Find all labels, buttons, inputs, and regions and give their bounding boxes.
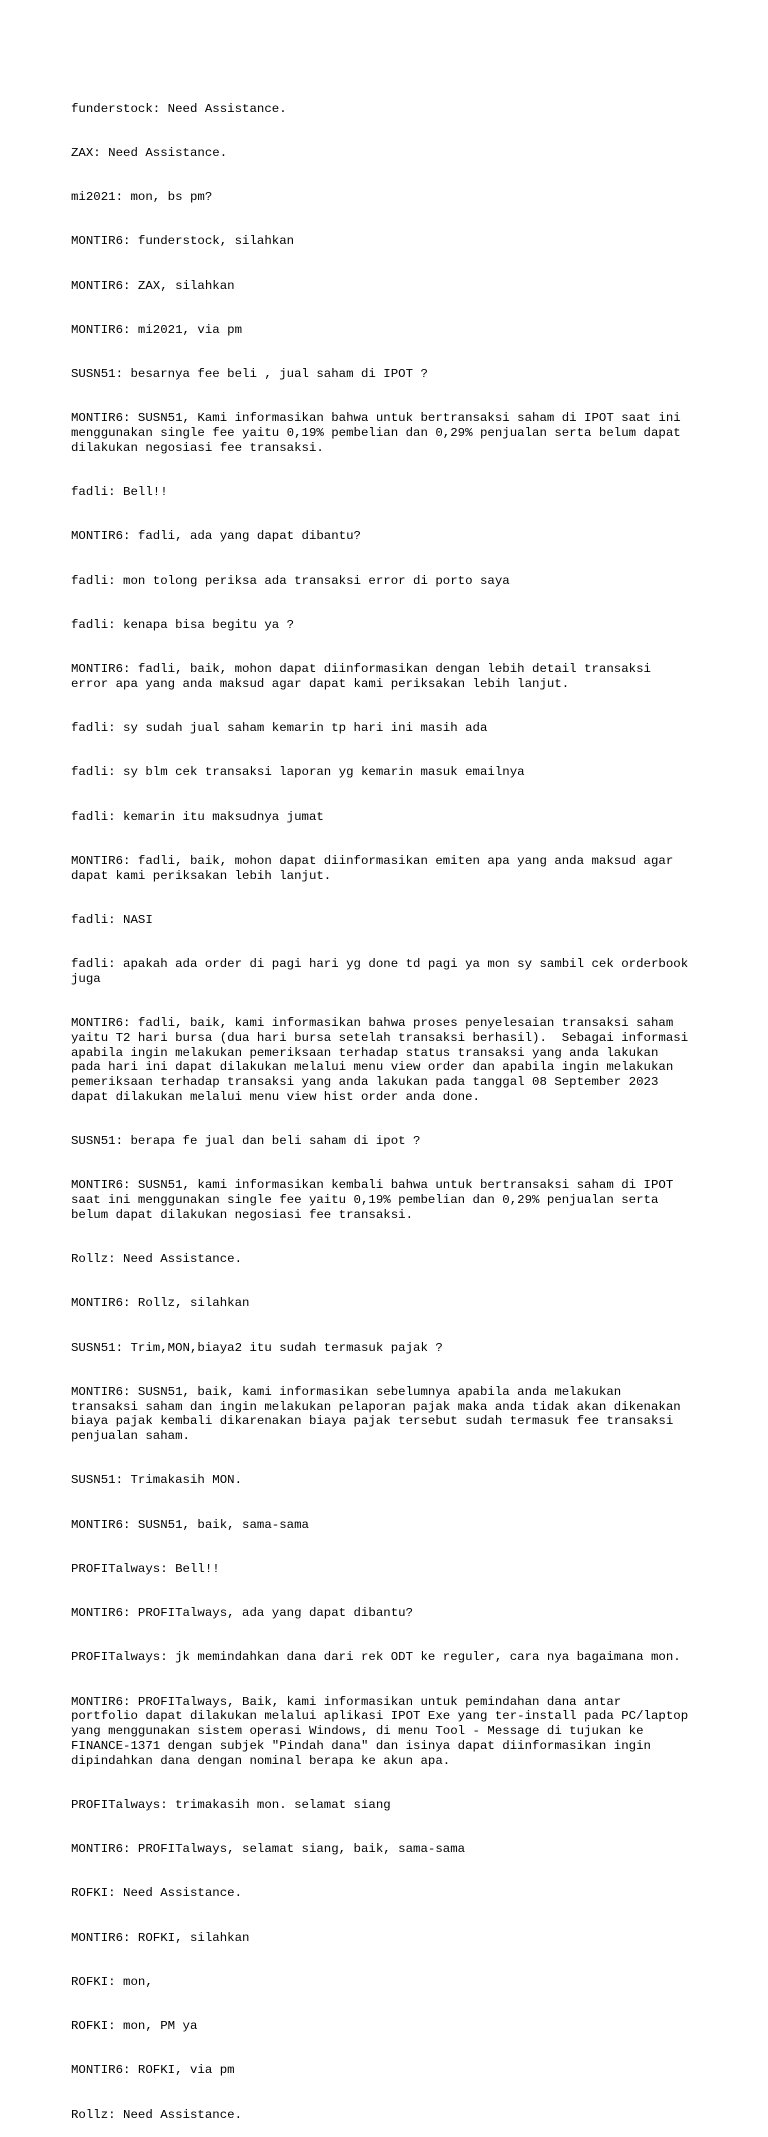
chat-line: MONTIR6: funderstock, silahkan (71, 234, 295, 249)
chat-line: MONTIR6: fadli, ada yang dapat dibantu? (71, 529, 361, 544)
chat-line: MONTIR6: fadli, baik, kami informasikan bahwa proses penyelesaian transaksi saham yaitu T2 hari bursa (dua hari bursa setelah transaksi berhasil). Sebagai informasi apabila ingin melakukan pemeriksaan terhadap status transaksi yang anda lakukan pada hari ini dapat dilakukan melalui menu view order dan apabila ingin melakukan pemeriksaan terhadap transaksi yang anda lakukan pada tanggal 08 September 2023 dapat dilakukan melalui menu view hist order anda done. (71, 1016, 689, 1104)
chat-line: PROFITalways: Bell!! (71, 1561, 220, 1576)
chat-line: fadli: sy blm cek transaksi laporan yg kemarin masuk emailnya (71, 765, 525, 780)
chat-line: fadli: mon tolong periksa ada transaksi error di porto saya (71, 573, 510, 588)
chat-line: ZAX: Need Assistance. (71, 145, 228, 160)
chat-line: MONTIR6: SUSN51, baik, kami informasikan sebelumnya apabila anda melakukan transaksi saham dan ingin melakukan pelaporan pajak maka anda tidak akan dikenakan biaya pajak kembali dikarenakan biaya pajak tersebut sudah termasuk fee transaksi penjualan saham. (71, 1384, 681, 1443)
chat-transcript (71, 72, 711, 2137)
chat-line: ROFKI: mon, PM ya (71, 2019, 198, 2033)
chat-line: PROFITalways: trimakasih mon. selamat siang (71, 1797, 391, 1812)
chat-line: fadli: Bell!! (71, 485, 168, 499)
chat-line: funderstock: Need Assistance. (71, 101, 287, 116)
chat-line: MONTIR6: SUSN51, Kami informasikan bahwa untuk bertransaksi saham di IPOT saat ini menggunakan single fee yaitu 0,19% pembelian dan 0,29% penjualan serta belum dapat dilakukan negosiasi fee transaksi. (71, 411, 681, 455)
chat-line: Rollz: Need Assistance. (71, 2107, 243, 2122)
chat-line: SUSN51: besarnya fee beli , jual saham di IPOT ? (71, 367, 428, 381)
chat-line: MONTIR6: fadli, baik, mohon dapat diinformasikan emiten apa yang anda maksud agar dapat kami periksakan lebih lanjut. (71, 853, 674, 883)
chat-line: MONTIR6: ROFKI, via pm (71, 2063, 235, 2078)
chat-line: MONTIR6: fadli, baik, mohon dapat diinformasikan dengan lebih detail transaksi error apa yang anda maksud agar dapat kami periksakan lebih lanjut. (71, 662, 651, 691)
chat-line: fadli: kemarin itu maksudnya jumat (71, 809, 324, 824)
chat-line: MONTIR6: SUSN51, kami informasikan kembali bahwa untuk bertransaksi saham di IPOT saat ini menggunakan single fee yaitu 0,19% pembelian dan 0,29% penjualan serta belum dapat dilakukan negosiasi fee transaksi. (71, 1178, 674, 1222)
chat-line: SUSN51: Trimakasih MON. (71, 1473, 243, 1488)
chat-line: MONTIR6: SUSN51, baik, sama-sama (71, 1517, 309, 1532)
chat-line: PROFITalways: jk memindahkan dana dari rek ODT ke reguler, cara nya bagaimana mon. (71, 1650, 681, 1665)
chat-line: MONTIR6: Rollz, silahkan (71, 1296, 250, 1311)
chat-line: MONTIR6: ROFKI, silahkan (71, 1930, 250, 1945)
chat-line: MONTIR6: mi2021, via pm (71, 322, 243, 337)
chat-line: fadli: NASI (71, 912, 153, 927)
chat-line: SUSN51: berapa fe jual dan beli saham di ipot ? (71, 1134, 421, 1148)
chat-line: ROFKI: mon, (71, 1974, 153, 1989)
chat-line: fadli: kenapa bisa begitu ya ? (71, 617, 295, 632)
chat-line: fadli: apakah ada order di pagi hari yg done td pagi ya mon sy sambil cek orderbook juga (71, 957, 689, 986)
chat-line: MONTIR6: PROFITalways, ada yang dapat dibantu? (71, 1606, 414, 1620)
chat-line: mi2021: mon, bs pm? (71, 190, 213, 204)
chat-line: Rollz: Need Assistance. (71, 1252, 243, 1266)
chat-line: ROFKI: Need Assistance. (71, 1886, 243, 1901)
chat-line: MONTIR6: ZAX, silahkan (71, 278, 235, 293)
chat-line: MONTIR6: PROFITalways, Baik, kami informasikan untuk pemindahan dana antar portfolio dapat dilakukan melalui aplikasi IPOT Exe yang ter-install pada PC/laptop yang menggunakan sistem operasi Windows, di menu Tool - Message di tujukan ke FINANCE-1371 dengan subjek "Pindah dana" dan isinya dapat diinformasikan ingin dipindahkan dana dengan nominal berapa ke akun apa. (71, 1694, 689, 1768)
chat-line: SUSN51: Trim,MON,biaya2 itu sudah termasuk pajak ? (71, 1340, 443, 1355)
chat-line: MONTIR6: PROFITalways, selamat siang, baik, sama-sama (71, 1842, 466, 1856)
chat-line: fadli: sy sudah jual saham kemarin tp hari ini masih ada (71, 721, 488, 735)
